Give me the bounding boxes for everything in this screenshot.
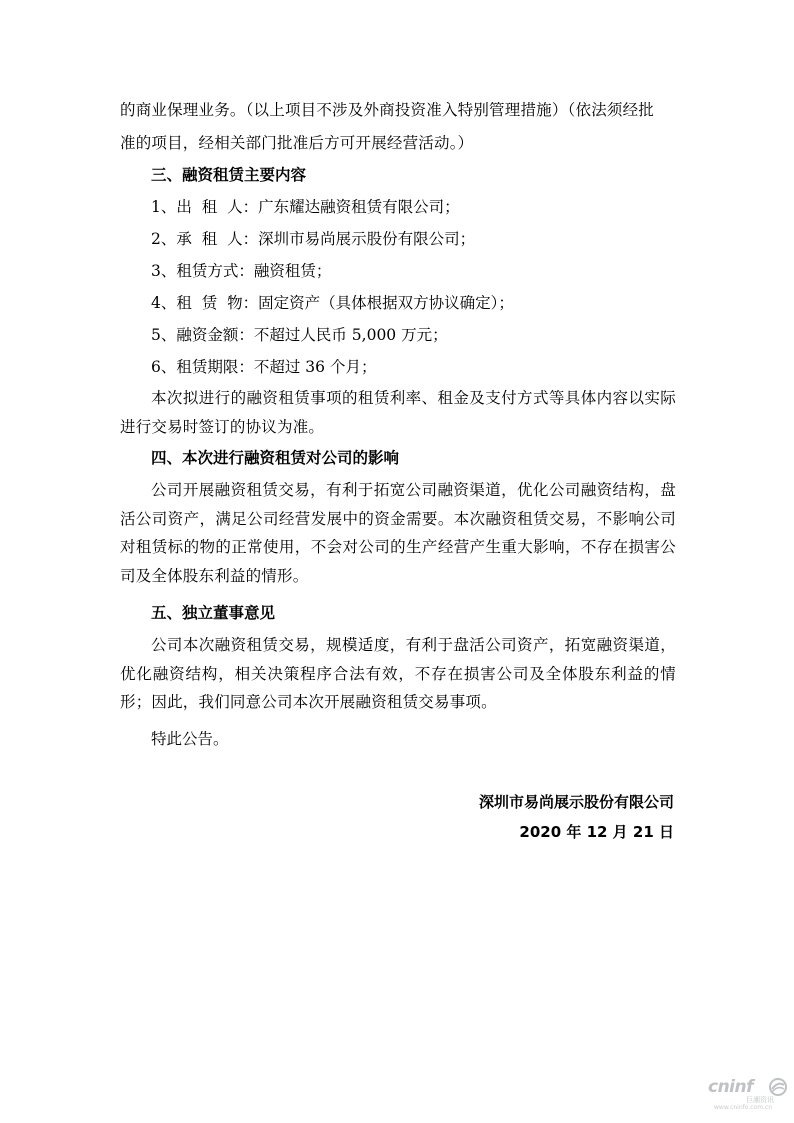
section4-body: 公司开展融资租赁交易，有利于拓宽公司融资渠道，优化公司融资结构，盘活公司资产，满足公司经营发展中的资金需要。本次融资租赁交易，不影响公司对租赁标的物的正常使用，不会对公司的生产经营产生重大影响，不存在损害公司及全体股东利益的情形。 — [120, 481, 676, 585]
signature-company: 深圳市易尚展示股份有限公司 — [478, 793, 674, 811]
watermark-url: www.cninfo.com.cn — [714, 1104, 773, 1111]
section3-item-4: 4、租 赁 物：固定资产（具体根据双方协议确定）； — [151, 294, 514, 312]
cninfo-logo-icon — [768, 1077, 788, 1097]
cninfo-watermark — [708, 1077, 788, 1117]
section3-item-2: 2、承 租 人：深圳市易尚展示股份有限公司； — [151, 230, 476, 248]
section3-item-6: 6、租赁期限：不超过 36 个月； — [151, 358, 377, 376]
section5-body: 公司本次融资租赁交易，规模适度，有利于盘活公司资产，拓宽融资渠道，优化融资结构，相关决策程序合法有效，不存在损害公司及全体股东利益的情形；因此，我们同意公司本次开展融资租赁交易事项。 — [120, 636, 676, 711]
section3-item-1: 1、出 租 人：广东耀达融资租赁有限公司； — [151, 198, 460, 216]
closing-text: 特此公告。 — [151, 730, 229, 748]
intro-line-2: 准的项目，经相关部门批准后方可开展经营活动。） — [120, 134, 474, 152]
signature-date: 2020 年 12 月 21 日 — [519, 823, 674, 841]
intro-line-1: 的商业保理业务。（以上项目不涉及外商投资准入特别管理措施）（依法须经批 — [120, 101, 655, 119]
watermark-brand: cninf — [708, 1077, 754, 1097]
section3-heading: 三、融资租赁主要内容 — [151, 166, 307, 184]
watermark-chinese: 巨潮资讯 — [746, 1096, 774, 1104]
section3-item-5: 5、融资金额：不超过人民币 5,000 万元； — [151, 326, 448, 344]
section5-heading: 五、独立董事意见 — [151, 604, 276, 622]
section3-item-3: 3、租赁方式：融资租赁； — [151, 262, 332, 280]
section4-heading: 四、本次进行融资租赁对公司的影响 — [151, 449, 400, 467]
section3-note: 本次拟进行的融资租赁事项的租赁利率、租金及支付方式等具体内容以实际进行交易时签订的协议为准。 — [120, 389, 676, 436]
